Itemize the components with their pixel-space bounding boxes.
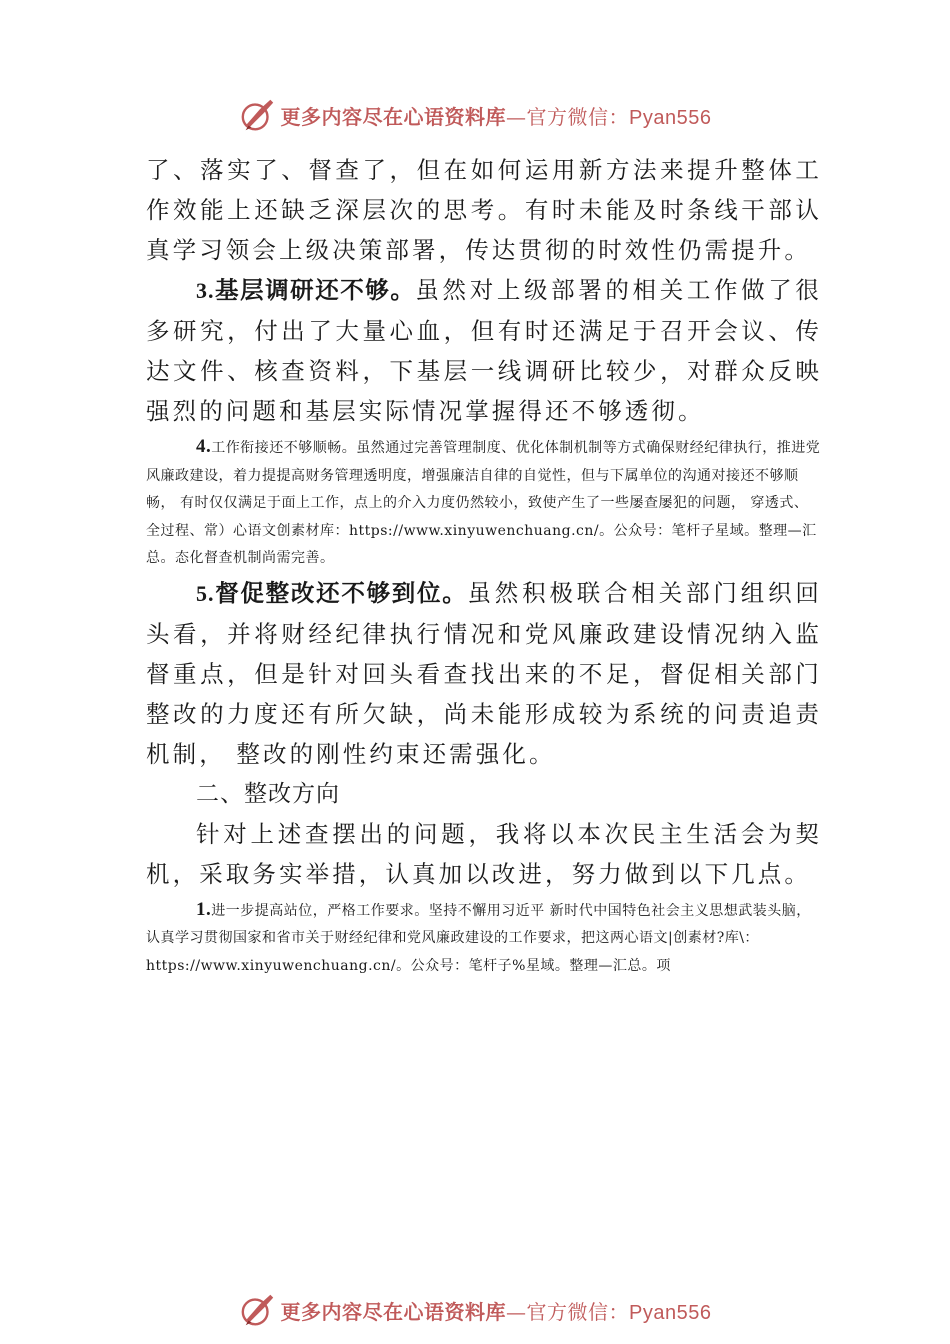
banner-text: 更多内容尽在心语资料库—官方微信：Pyan556 [280, 1299, 712, 1324]
paragraph-direction-1: 1.进一步提高站位，严格工作要求。坚持不懈用习近平 新时代中国特色社会主义思想武装头脑，认真学习贯彻国家和省市关于财经纪律和党风廉政建设的工作要求，把这两心语文|创素材?库\：https://www.xinyuwenchuang.cn/。公众号：笔杆子%星域。整理—汇总。项 [146, 898, 811, 974]
header-banner [0, 93, 950, 137]
paragraph-item-5: 5.督促整改还不够到位。虽然积极联合相关部门组织回头看，并将财经纪律执行情况和党风廉政建设情况纳入监督重点，但是针对回头看查找出来的不足，督促相关部门整改的力度还有所欠缺，尚未能形成较为系统的问责追责机制， 整改的刚性约束还需强化。 [146, 578, 822, 768]
brush-logo-icon [239, 1291, 277, 1329]
brush-logo-icon [239, 96, 277, 134]
section-heading: 二、整改方向 [196, 780, 340, 807]
paragraph-continued: 了、落实了、督查了，但在如何运用新方法来提升整体工作效能上还缺乏深层次的思考。有时未能及时条线干部认真学习领会上级决策部署，传达贯彻的时效性仍需提升。 [146, 156, 822, 264]
document-body [146, 150, 822, 980]
paragraph-item-4: 4.工作衔接还不够顺畅。虽然通过完善管理制度、优化体制机制等方式确保财经纪律执行，推进党风廉政建设，着力提提高财务管理透明度，增强廉洁自律的自觉性，但与下属单位的沟通对接还不够顺畅， 有时仅仅满足于面上工作，点上的介入力度仍然较小，致使产生了一些屡查屡犯的问题， 穿透式、全过程、常）心语文创素材库：https://www.xinyuwenchuang.cn/。公众号：笔杆子星域。整理—汇总。态化督查机制尚需完善。 [146, 436, 821, 566]
paragraph-item-3: 3.基层调研还不够。虽然对上级部署的相关工作做了很多研究，付出了大量心血，但有时还满足于召开会议、传达文件、核查资料，下基层一线调研比较少，对群众反映强烈的问题和基层实际情况掌握得还不够透彻。 [146, 276, 823, 425]
banner-text: 更多内容尽在心语资料库—官方微信：Pyan556 [280, 104, 712, 129]
paragraph-intro: 针对上述查摆出的问题，我将以本次民主生活会为契机，采取务实举措，认真加以改进，努力做到以下几点。 [146, 819, 822, 888]
footer-banner [0, 1288, 950, 1332]
